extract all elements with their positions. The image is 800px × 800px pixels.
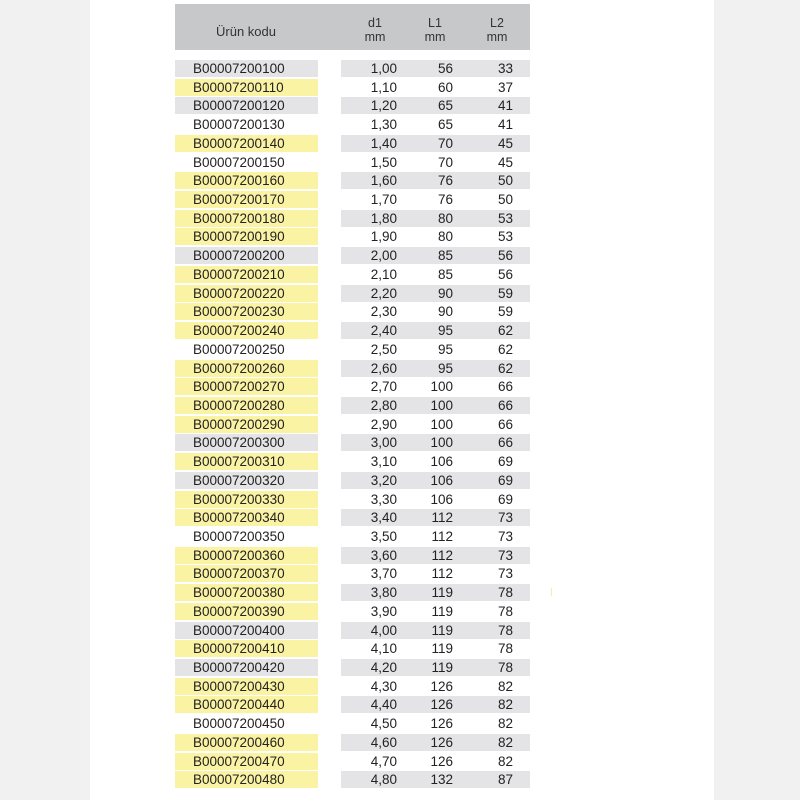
product-code-cell: B00007200180 [175, 210, 318, 227]
d1-cell: 1,30 [370, 117, 397, 133]
l1-cell: 112 [431, 529, 453, 544]
dimension-cells [341, 715, 530, 732]
l1-cell: 65 [437, 98, 453, 114]
dimension-cells [341, 640, 530, 657]
l1-cell: 95 [437, 360, 453, 376]
product-code-cell: B00007200320 [175, 472, 318, 489]
l1-cell: 70 [437, 154, 453, 170]
table-row [0, 210, 800, 227]
dimension-cells [341, 509, 530, 526]
dimension-cells [341, 172, 530, 189]
product-code-cell: B00007200230 [175, 303, 318, 320]
d1-cell: 3,90 [370, 603, 397, 619]
product-code-cell: B00007200160 [175, 172, 318, 189]
l2-cell: 56 [497, 248, 513, 264]
l2-cell: 73 [497, 566, 513, 582]
l2-cell: 82 [497, 753, 513, 769]
table-row [0, 266, 800, 283]
l1-cell: 126 [430, 734, 453, 750]
product-code-cell: B00007200240 [175, 322, 318, 339]
l1-cell: 90 [437, 285, 453, 301]
product-code-cell: B00007200400 [175, 622, 318, 639]
table-row [0, 678, 800, 695]
product-code-cell: B00007200430 [175, 678, 318, 695]
product-code-cell: B00007200450 [175, 715, 318, 732]
d1-cell: 2,80 [370, 397, 397, 413]
dimension-cells [341, 696, 530, 713]
header-l2-label: L2 [490, 16, 504, 30]
l1-cell: 80 [437, 210, 453, 226]
d1-cell: 2,10 [370, 266, 397, 282]
l1-cell: 119 [431, 660, 453, 676]
l2-cell: 78 [497, 641, 513, 657]
table-row [0, 771, 800, 788]
dimension-cells [341, 547, 530, 564]
dimension-cells [341, 210, 530, 227]
d1-cell: 2,20 [370, 285, 397, 301]
l1-cell: 106 [430, 472, 453, 488]
product-code-cell: B00007200360 [175, 547, 318, 564]
dimension-cells [341, 397, 530, 414]
d1-cell: 4,10 [370, 641, 397, 657]
product-code-cell: B00007200120 [175, 97, 318, 114]
header-l1-label: L1 [428, 16, 442, 30]
l2-cell: 50 [497, 192, 513, 208]
l2-cell: 37 [497, 79, 513, 95]
l2-cell: 87 [497, 772, 513, 788]
header-l2 [477, 17, 517, 43]
product-code-cell: B00007200300 [175, 434, 318, 451]
l1-cell: 126 [430, 716, 453, 732]
table-row [0, 79, 800, 96]
d1-cell: 3,50 [370, 529, 397, 544]
l1-cell: 112 [431, 566, 453, 582]
d1-cell: 2,70 [370, 379, 397, 395]
product-code-cell: B00007200250 [175, 341, 318, 358]
d1-cell: 2,40 [370, 323, 397, 339]
table-row [0, 247, 800, 264]
table-row [0, 135, 800, 152]
table-row [0, 472, 800, 489]
dimension-cells [341, 116, 530, 133]
table-row [0, 696, 800, 713]
dimension-cells [341, 135, 530, 152]
d1-cell: 2,90 [370, 416, 397, 432]
d1-cell: 4,00 [370, 622, 397, 638]
l1-cell: 119 [431, 603, 453, 619]
dimension-cells [341, 303, 530, 320]
d1-cell: 2,50 [370, 341, 397, 357]
table-row [0, 97, 800, 114]
l1-cell: 85 [437, 266, 453, 282]
dimension-cells [341, 285, 530, 302]
dimension-cells [341, 678, 530, 695]
d1-cell: 1,90 [370, 229, 397, 245]
table-row [0, 191, 800, 208]
header-d1-label: d1 [368, 16, 382, 30]
d1-cell: 3,40 [370, 510, 397, 526]
l1-cell: 126 [430, 678, 453, 694]
table-row [0, 640, 800, 657]
product-code-cell: B00007200330 [175, 491, 318, 508]
d1-cell: 1,80 [370, 210, 397, 226]
l1-cell: 100 [430, 397, 453, 413]
l2-cell: 82 [497, 697, 513, 713]
d1-cell: 3,10 [370, 454, 397, 470]
table-row [0, 659, 800, 676]
product-code-cell: B00007200480 [175, 771, 318, 788]
product-code-cell: B00007200220 [175, 285, 318, 302]
header-d1-unit: mm [364, 30, 386, 44]
dimension-cells [341, 528, 530, 545]
l2-cell: 82 [497, 734, 513, 750]
dimension-cells [341, 154, 530, 171]
l1-cell: 56 [437, 61, 453, 76]
d1-cell: 4,80 [370, 772, 397, 788]
d1-cell: 3,80 [370, 585, 397, 601]
table-row [0, 434, 800, 451]
product-code-cell: B00007200340 [175, 509, 318, 526]
table-row [0, 715, 800, 732]
l2-cell: 73 [497, 510, 513, 526]
table-row [0, 154, 800, 171]
d1-cell: 1,40 [370, 135, 397, 151]
table-row [0, 228, 800, 245]
l1-cell: 76 [437, 173, 453, 189]
product-code-cell: B00007200110 [175, 79, 318, 96]
d1-cell: 4,40 [370, 697, 397, 713]
l2-cell: 69 [497, 491, 513, 507]
l2-cell: 78 [497, 603, 513, 619]
product-code-cell: B00007200190 [175, 228, 318, 245]
d1-cell: 1,10 [370, 79, 397, 95]
dimension-cells [341, 734, 530, 751]
d1-cell: 4,60 [370, 734, 397, 750]
product-code-cell: B00007200140 [175, 135, 318, 152]
table-row [0, 453, 800, 470]
l2-cell: 45 [497, 135, 513, 151]
stray-mark [551, 588, 552, 596]
l2-cell: 82 [497, 716, 513, 732]
table-row [0, 378, 800, 395]
product-code-cell: B00007200210 [175, 266, 318, 283]
l2-cell: 53 [497, 229, 513, 245]
product-code-cell: B00007200380 [175, 584, 318, 601]
l2-cell: 73 [497, 547, 513, 563]
d1-cell: 3,30 [370, 491, 397, 507]
l2-cell: 66 [497, 397, 513, 413]
header-product-code: Ürün kodu [216, 24, 276, 39]
l2-cell: 62 [497, 323, 513, 339]
l2-cell: 66 [497, 416, 513, 432]
dimension-cells [341, 622, 530, 639]
dimension-cells [341, 472, 530, 489]
table-row [0, 303, 800, 320]
dimension-cells [341, 584, 530, 601]
table-row [0, 397, 800, 414]
l2-cell: 50 [497, 173, 513, 189]
l1-cell: 65 [437, 117, 453, 133]
header-l1-unit: mm [424, 30, 446, 44]
product-code-cell: B00007200100 [175, 60, 318, 77]
product-code-cell: B00007200470 [175, 753, 318, 770]
table-row [0, 172, 800, 189]
product-code-cell: B00007200460 [175, 734, 318, 751]
l1-cell: 90 [437, 304, 453, 320]
d1-cell: 1,60 [370, 173, 397, 189]
product-code-cell: B00007200270 [175, 378, 318, 395]
table-row [0, 322, 800, 339]
d1-cell: 2,30 [370, 304, 397, 320]
table-row [0, 285, 800, 302]
l2-cell: 41 [497, 117, 513, 133]
table-row [0, 603, 800, 620]
table-header [175, 4, 530, 50]
d1-cell: 4,50 [370, 716, 397, 732]
table-row [0, 491, 800, 508]
dimension-cells [341, 266, 530, 283]
d1-cell: 3,00 [370, 435, 397, 451]
d1-cell: 1,20 [370, 98, 397, 114]
product-code-cell: B00007200410 [175, 640, 318, 657]
dimension-cells [341, 659, 530, 676]
dimension-cells [341, 565, 530, 582]
table-row [0, 416, 800, 433]
table-row [0, 734, 800, 751]
d1-cell: 4,70 [370, 753, 397, 769]
l2-cell: 45 [497, 154, 513, 170]
d1-cell: 4,20 [370, 660, 397, 676]
header-d1 [355, 17, 395, 43]
l2-cell: 33 [497, 61, 513, 76]
l2-cell: 66 [497, 435, 513, 451]
table-row [0, 341, 800, 358]
product-code-cell: B00007200280 [175, 397, 318, 414]
dimension-cells [341, 97, 530, 114]
table-row [0, 509, 800, 526]
l2-cell: 59 [497, 304, 513, 320]
l2-cell: 41 [497, 98, 513, 114]
l2-cell: 69 [497, 454, 513, 470]
dimension-cells [341, 60, 530, 77]
d1-cell: 2,00 [370, 248, 397, 264]
l1-cell: 85 [437, 248, 453, 264]
l2-cell: 59 [497, 285, 513, 301]
l2-cell: 82 [497, 678, 513, 694]
l2-cell: 78 [497, 622, 513, 638]
l2-cell: 66 [497, 379, 513, 395]
d1-cell: 1,00 [370, 61, 397, 76]
header-l1 [415, 17, 455, 43]
d1-cell: 2,60 [370, 360, 397, 376]
l1-cell: 119 [431, 641, 453, 657]
dimension-cells [341, 191, 530, 208]
dimension-cells [341, 491, 530, 508]
l1-cell: 80 [437, 229, 453, 245]
product-code-cell: B00007200350 [175, 528, 318, 545]
product-code-cell: B00007200290 [175, 416, 318, 433]
dimension-cells [341, 228, 530, 245]
dimension-cells [341, 753, 530, 770]
l1-cell: 60 [437, 79, 453, 95]
dimension-cells [341, 771, 530, 788]
l1-cell: 100 [430, 435, 453, 451]
dimension-cells [341, 341, 530, 358]
product-code-cell: B00007200170 [175, 191, 318, 208]
table-row [0, 60, 800, 77]
l2-cell: 69 [497, 472, 513, 488]
l2-cell: 78 [497, 660, 513, 676]
l1-cell: 132 [430, 772, 453, 788]
d1-cell: 3,60 [370, 547, 397, 563]
l2-cell: 78 [497, 585, 513, 601]
table-row [0, 622, 800, 639]
d1-cell: 4,30 [370, 678, 397, 694]
dimension-cells [341, 247, 530, 264]
l1-cell: 76 [437, 192, 453, 208]
d1-cell: 1,70 [370, 192, 397, 208]
header-l2-unit: mm [486, 30, 508, 44]
table-row [0, 547, 800, 564]
product-code-cell: B00007200420 [175, 659, 318, 676]
table-row [0, 565, 800, 582]
l1-cell: 119 [431, 622, 453, 638]
table-row [0, 584, 800, 601]
l1-cell: 112 [431, 510, 453, 526]
l1-cell: 126 [430, 697, 453, 713]
l2-cell: 53 [497, 210, 513, 226]
product-code-cell: B00007200390 [175, 603, 318, 620]
dimension-cells [341, 79, 530, 96]
l2-cell: 62 [497, 360, 513, 376]
l1-cell: 119 [431, 585, 453, 601]
l2-cell: 62 [497, 341, 513, 357]
l2-cell: 73 [497, 529, 513, 544]
d1-cell: 3,20 [370, 472, 397, 488]
product-code-cell: B00007200200 [175, 247, 318, 264]
product-code-cell: B00007200260 [175, 360, 318, 377]
dimension-cells [341, 322, 530, 339]
table-row [0, 360, 800, 377]
l1-cell: 106 [430, 454, 453, 470]
l1-cell: 100 [430, 416, 453, 432]
d1-cell: 1,50 [370, 154, 397, 170]
product-code-cell: B00007200440 [175, 696, 318, 713]
table-row [0, 528, 800, 545]
l1-cell: 70 [437, 135, 453, 151]
dimension-cells [341, 434, 530, 451]
d1-cell: 3,70 [370, 566, 397, 582]
l1-cell: 100 [430, 379, 453, 395]
l2-cell: 56 [497, 266, 513, 282]
l1-cell: 95 [437, 341, 453, 357]
dimension-cells [341, 603, 530, 620]
table-row [0, 753, 800, 770]
dimension-cells [341, 416, 530, 433]
dimension-cells [341, 453, 530, 470]
product-code-cell: B00007200130 [175, 116, 318, 133]
dimension-cells [341, 360, 530, 377]
dimension-cells [341, 378, 530, 395]
table-row [0, 116, 800, 133]
product-code-cell: B00007200370 [175, 565, 318, 582]
l1-cell: 112 [431, 547, 453, 563]
product-code-cell: B00007200310 [175, 453, 318, 470]
product-code-cell: B00007200150 [175, 154, 318, 171]
l1-cell: 126 [430, 753, 453, 769]
l1-cell: 106 [430, 491, 453, 507]
l1-cell: 95 [437, 323, 453, 339]
